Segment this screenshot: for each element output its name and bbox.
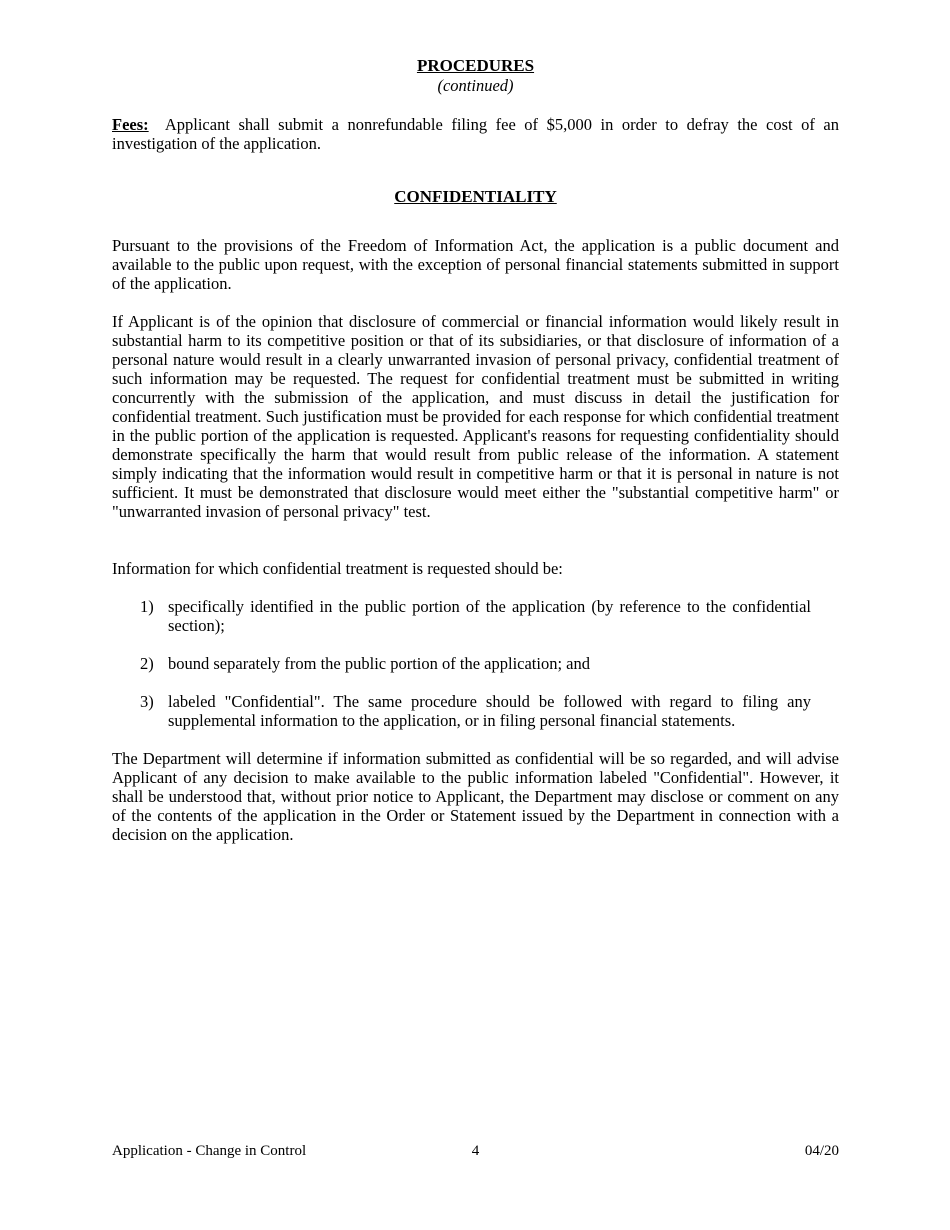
list-item: [112, 692, 811, 730]
confidentiality-paragraph-foia: Pursuant to the provisions of the Freedom of Information Act, the application is a public document and available to the public upon request, with the exception of personal financial statements submitted in support of the application.: [112, 236, 839, 293]
list-item-text: labeled "Confidential". The same procedure should be followed with regard to filing any supplemental information to the application, or in filing personal financial statements.: [168, 692, 811, 730]
list-item-number: 3): [140, 692, 154, 711]
confidentiality-paragraph-request: If Applicant is of the opinion that disclosure of commercial or financial information would likely result in substantial harm to its competitive position or that of its subsidiaries, or that disclosure of information of a personal nature would result in a clearly unwarranted invasion of personal privacy, confidential treatment of such information may be requested. The request for confidential treatment must be submitted in writing concurrently with the submission of the application, and must discuss in detail the justification for confidential treatment. Such justification must be provided for each response for which confidential treatment in the public portion of the application is requested. Applicant's reasons for requesting confidentiality should demonstrate specifically the harm that would result from public release of the information. A statement simply indicating that the information would result in competitive harm or that it is personal in nature is not sufficient. It must be demonstrated that disclosure would meet either the "substantial competitive harm" or "unwarranted invasion of personal privacy" test.: [112, 312, 839, 521]
confidential-requirements-list: [112, 597, 839, 730]
fees-paragraph: [112, 115, 839, 153]
list-item-text: specifically identified in the public portion of the application (by reference to the confidential section);: [168, 597, 811, 635]
list-item-number: 1): [140, 597, 154, 616]
fees-text: Applicant shall submit a nonrefundable filing fee of $5,000 in order to defray the cost of an investigation of the application.: [112, 115, 840, 153]
footer-revision-date: 04/20: [804, 1143, 839, 1159]
procedures-subheading: (continued): [437, 76, 514, 95]
fees-label: Fees:: [112, 115, 149, 134]
document-page: [112, 56, 839, 844]
confidentiality-closing-paragraph: The Department will determine if information submitted as confidential will be so regarded, and will advise Applicant of any decision to make available to the public information labeled "Confidential". However, it shall be understood that, without prior notice to Applicant, the Department may disclose or comment on any of the contents of the application in the Order or Statement issued by the Department in connection with a decision on the application.: [112, 749, 839, 844]
list-item: [112, 597, 811, 635]
list-item-number: 2): [140, 654, 154, 673]
confidentiality-heading: CONFIDENTIALITY: [394, 187, 557, 206]
footer-page-number: 4: [471, 1143, 480, 1159]
list-item-text: bound separately from the public portion of the application; and: [168, 654, 591, 673]
footer-document-title: Application - Change in Control: [112, 1143, 307, 1159]
confidential-list-intro: Information for which confidential treatment is requested should be:: [112, 559, 563, 578]
procedures-heading: PROCEDURES: [416, 56, 535, 75]
list-item: [112, 654, 811, 673]
